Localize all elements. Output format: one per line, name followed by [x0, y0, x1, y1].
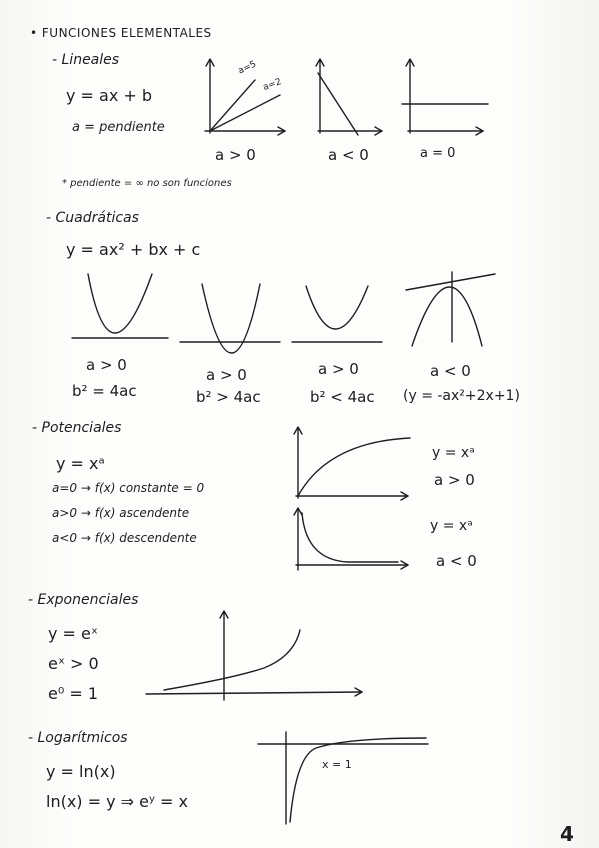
- cuad-case2-a: a > 0: [206, 366, 247, 384]
- cond-a-zero: a = 0: [420, 146, 456, 161]
- potenciales-rule-3: a<0 → f(x) descendente: [52, 531, 197, 545]
- exponential-graph: [144, 608, 366, 704]
- log-line-2: ln(x) = y ⇒ eʸ = x: [46, 792, 189, 811]
- page-title: • FUNCIONES ELEMENTALES: [30, 26, 212, 40]
- parabola-tangent: [70, 268, 170, 348]
- page-number: 4: [560, 822, 574, 846]
- cond-a-positive: a > 0: [215, 146, 256, 164]
- exp-line-2: eˣ > 0: [48, 654, 99, 673]
- power-graph1-eq: y = xᵃ: [432, 445, 475, 461]
- cond-a-negative: a < 0: [328, 146, 369, 164]
- cuad-case1-disc: b² = 4ac: [72, 382, 137, 400]
- logaritmicos-heading: - Logarítmicos: [28, 730, 128, 746]
- parabola-no-roots: [290, 272, 385, 352]
- cuadraticas-heading: - Cuadráticas: [46, 210, 139, 226]
- power-graph-negative: [288, 505, 413, 575]
- slope-label-5: a=5: [236, 59, 259, 77]
- exp-line-1: y = eˣ: [48, 624, 98, 643]
- logarithmic-graph: [256, 726, 436, 828]
- exponenciales-heading: - Exponenciales: [28, 592, 139, 608]
- lineales-note: * pendiente = ∞ no son funciones: [62, 178, 232, 189]
- cuad-case3-disc: b² < 4ac: [310, 388, 375, 406]
- cuad-case1-a: a > 0: [86, 356, 127, 374]
- cuad-case3-a: a > 0: [318, 360, 359, 378]
- parabola-two-roots: [180, 272, 280, 372]
- log-line-1: y = ln(x): [46, 762, 116, 781]
- exp-line-3: e⁰ = 1: [48, 684, 99, 703]
- slope-label-2: a=2: [261, 77, 283, 93]
- potenciales-equation: y = xᵃ: [56, 454, 105, 473]
- cuad-case2-disc: b² > 4ac: [196, 388, 261, 406]
- power-graph2-eq: y = xᵃ: [430, 518, 473, 534]
- cuadraticas-equation: y = ax² + bx + c: [66, 240, 201, 259]
- linear-graph-negative: [310, 55, 390, 140]
- power-graph1-cond: a > 0: [434, 471, 475, 489]
- power-graph2-cond: a < 0: [436, 552, 477, 570]
- potenciales-heading: - Potenciales: [32, 420, 122, 436]
- lineales-heading: - Lineales: [52, 52, 120, 68]
- power-graph-positive: [288, 422, 413, 504]
- cuad-case4-a: a < 0: [430, 362, 471, 380]
- lineales-definition: a = pendiente: [72, 120, 165, 135]
- linear-graph-zero: [398, 55, 493, 140]
- parabola-downward: [400, 268, 500, 348]
- log-graph-label: x = 1: [322, 758, 352, 771]
- potenciales-rule-1: a=0 → f(x) constante = 0: [52, 481, 205, 495]
- potenciales-rule-2: a>0 → f(x) ascendente: [52, 506, 190, 520]
- cuad-case4-disc: (y = -ax²+2x+1): [403, 388, 520, 404]
- lineales-equation: y = ax + b: [66, 86, 153, 105]
